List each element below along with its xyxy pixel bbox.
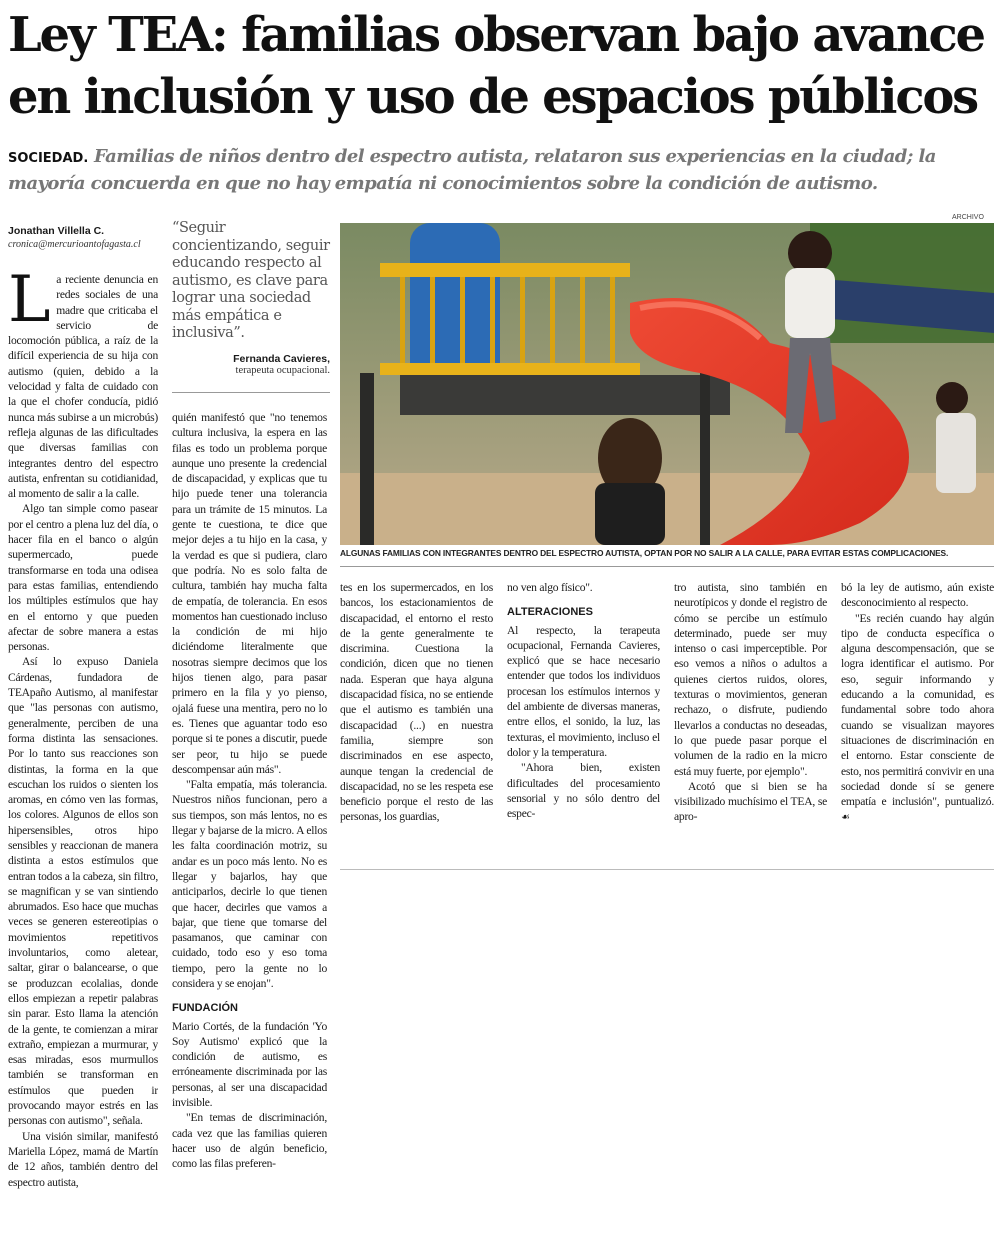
structure-beam — [380, 363, 640, 375]
pull-quote — [172, 220, 330, 376]
column-3 — [340, 580, 493, 870]
pull-quote-text: “Seguir concientizando, seguir educando respecto al autismo, es clave para lograr una sociedad más empática e inclusiva”. — [172, 220, 330, 341]
photo-credit: ARCHIVO — [952, 214, 984, 221]
paragraph: Así lo expuso Daniela Cárdenas, fundadora de TEApaño Autismo, al manifestar que "las personas con autismo, generalmente, perciben de una forma distinta las sensaciones. Por lo tanto sus reacciones son distintas, la forma en la que escuchan los ruidos o sienten los aromas, en cómo ven las formas, los colores. Algunos de ellos son hipersensibles, otros hipo sensibles y reaccionan de manera distinta a estos estímulos que entran todos a la cabeza, sin filtro, se magnifican y se van sintiendo abrumados. Eso hace que muchas veces se generen estereotipias o movimientos repetitivos involuntarios, como aletear, saltar, girar o balancearse, o que se produzcan ecolalias, donde ellos empiezan a repetir palabras sin parar. Esto llama la atención de la gente, te comienzan a mirar extraño, empiezan a murmurar, y esas miradas, esos murmullos también se transforman en estímulos que pueden ir provocando mayor estrés en las personas con autismo", señala. — [8, 655, 158, 1128]
platform — [400, 375, 730, 415]
paragraph: Al respecto, la terapeuta ocupacional, Fernanda Cavieres, explicó que se hace necesario entender que todos los individuos procesan los estímulos internos y del ambiente de diversas maneras, entre ellos, el sonido, la luz, las texturas, el movimiento, incluso el dolor y la temperatura. — [507, 623, 660, 759]
column-4 — [507, 580, 660, 870]
post — [360, 373, 374, 545]
paragraph: La reciente denuncia en redes sociales de una madre que criticaba el servicio de locomoción pública, a raíz de la difícil experiencia de su hija con autismo (quien, debido a la velocidad y falta de cuidado con la que el chofer conducía, pidió nunca más subirse a un microbús) refleja algunas de las dificultades que diversas familias con integrantes dentro del espectro autista, enfrentan su cotidianidad, al momento de salir a la calle. — [8, 272, 158, 501]
end-mark-icon: ☙ — [841, 812, 850, 824]
headline-line-2: en inclusión y uso de espacios públicos — [8, 69, 977, 125]
headline — [8, 4, 998, 128]
paragraph: "Ahora bien, existen dificultades del procesamiento sensorial y no sólo dentro del espec- — [507, 761, 660, 821]
paragraph: "Es recién cuando hay algún tipo de conducta específica o alguna descompensación, que se logra identificar el autismo. Por eso, seguir informando y educando a la comunidad, es fundamental sobre todo ahora cuando se visualizan mayores situaciones de discriminación en el entorno. Estar consciente de esto, nos permitirá convivir en una sociedad donde sí se genere empatía e inclusión", puntualizó. ☙ — [841, 611, 994, 824]
photo-caption: ALGUNAS FAMILIAS CON INTEGRANTES DENTRO DEL ESPECTRO AUTISTA, OPTAN POR NO SALIR A LA CALLE, PARA EVITAR ESTAS COMPLICACIONES. — [340, 548, 949, 558]
paragraph: Algo tan simple como pasear por el centro a plena luz del día, o hacer fila en el banco o algún supermercado, puede transformarse en toda una odisea para estas familias, entendiendo los múltiples estímulos que hay en el entorno y que pueden afectar de sobre manera a estas personas. — [8, 502, 158, 654]
standfirst — [8, 144, 998, 196]
author-name: Jonathan Villella C. — [8, 225, 105, 237]
paragraph: Una visión similar, manifestó Mariella López, mamá de Martín de 12 años, también dentro del espectro autista, — [8, 1129, 158, 1189]
author-email: cronica@mercurioantofagasta.cl — [8, 239, 141, 250]
paragraph: "En temas de discriminación, cada vez que las familias quieren hacer uso de algún beneficio, como las filas preferen- — [172, 1111, 327, 1171]
pull-quote-role: terapeuta ocupacional. — [235, 364, 330, 376]
adult-figure — [595, 418, 665, 545]
paragraph: Acotó que si bien se ha visibilizado muchísimo el TEA, se apro- — [674, 779, 827, 824]
byline — [8, 225, 163, 250]
standfirst-text: Familias de niños dentro del espectro autista, relataron sus experiencias en la ciudad; la mayoría concuerda en que no hay empatía ni conocimientos sobre la condición de autismo. — [8, 146, 936, 194]
paragraph: no ven algo físico". — [507, 581, 593, 594]
section-label: SOCIEDAD. — [8, 151, 89, 166]
headline-line-1: Ley TEA: familias observan bajo avance — [8, 7, 984, 63]
caption-divider — [340, 566, 994, 567]
structure-beam — [380, 263, 630, 277]
bottom-divider — [340, 869, 994, 870]
paragraph: bó la ley de autismo, aún existe desconocimiento al respecto. — [841, 581, 994, 610]
paragraph: tes en los supermercados, en los bancos, los estacionamientos de discapacidad, el entorno el resto de la gente generalmente te discrimina. Cuestiona la condición, dicen que no tienen nada. Esperan que haya alguna discapacidad física, no se entiende que el autismo es también una discapacidad (...) en nuestra familia, siempre son discriminados en ese aspecto, aunque tengan la credencial de discapacidad, no se les respeta ese beneficio porque el resto de las personas, los guardias, — [340, 581, 493, 824]
paragraph: quién manifestó que "no tenemos cultura inclusiva, la espera en las filas es todo un problema porque aunque uno presente la credencial de discapacidad, y explicas que tu hijo puede tener una tolerancia para un trámite de 15 minutos. La gente te cuestiona, te dice que mejor dejes a tu hijo en la casa, y la verdad es que si pudiera, claro que podría. No es solo falta de cultura, también hay mucha falta de empatía, de tolerancia. En esos momentos han cuestionado incluso la condición de mi hijo diciéndome literalmente que nosotras siempre decimos que los hijos tienen algo, para pasar primero en la fila y yo pienso, ojalá fuese una mentira, pero no lo es. Tienes que aguantar todo eso porque si te pones a discutir, puede ser peor, tu hijo se puede descompensar aún más". — [172, 411, 327, 776]
column-2 — [172, 410, 327, 1232]
playground-illustration — [340, 223, 994, 545]
subhead-alteraciones: ALTERACIONES — [507, 606, 593, 619]
pull-quote-divider — [172, 392, 330, 393]
column-5 — [674, 580, 827, 870]
paragraph: tro autista, sino también en neurotípicos y donde el registro de cómo se percibe un estímulo determinado, puede ser muy intenso o casi imperceptible. Por eso vemos a niños o adultos a quienes ciertos ruidos, olores, texturas o movimientos, generan rechazo, o disfrute, pudiendo llevarlos a conductas no deseadas, lo que puede pasar porque el volumen de la radio en la micro está muy fuerte, por ejemplo". — [674, 581, 827, 778]
paragraph: "Falta empatía, más tolerancia. Nuestros niños funcionan, pero a sus tiempos, son más lentos, no es llegar y bajarse de la micro. A ellos les falta coordinación motriz, su andar es un poco más lento. No es llegar y bajarlos, hay que anticiparlos, decirle lo que tienen que hacer, decirles que vamos a bajar, que tiene que tomarse del pasamanos, que caminar con cuidado, todo eso y eso toma tiempo, pero la gente no lo considera y se enojan". — [172, 778, 327, 990]
subhead-fundacion: FUNDACIÓN — [172, 1002, 238, 1015]
paragraph: Mario Cortés, de la fundación 'Yo Soy Autismo' explicó que la condición de autismo, es erróneamente discriminada por las personas, al ser una discapacidad invisible. — [172, 1019, 327, 1110]
dropcap: L — [8, 272, 51, 337]
pull-quote-name: Fernanda Cavieres, — [233, 352, 330, 365]
column-6 — [841, 580, 994, 870]
column-1 — [8, 272, 158, 1232]
article-photo — [340, 223, 994, 545]
